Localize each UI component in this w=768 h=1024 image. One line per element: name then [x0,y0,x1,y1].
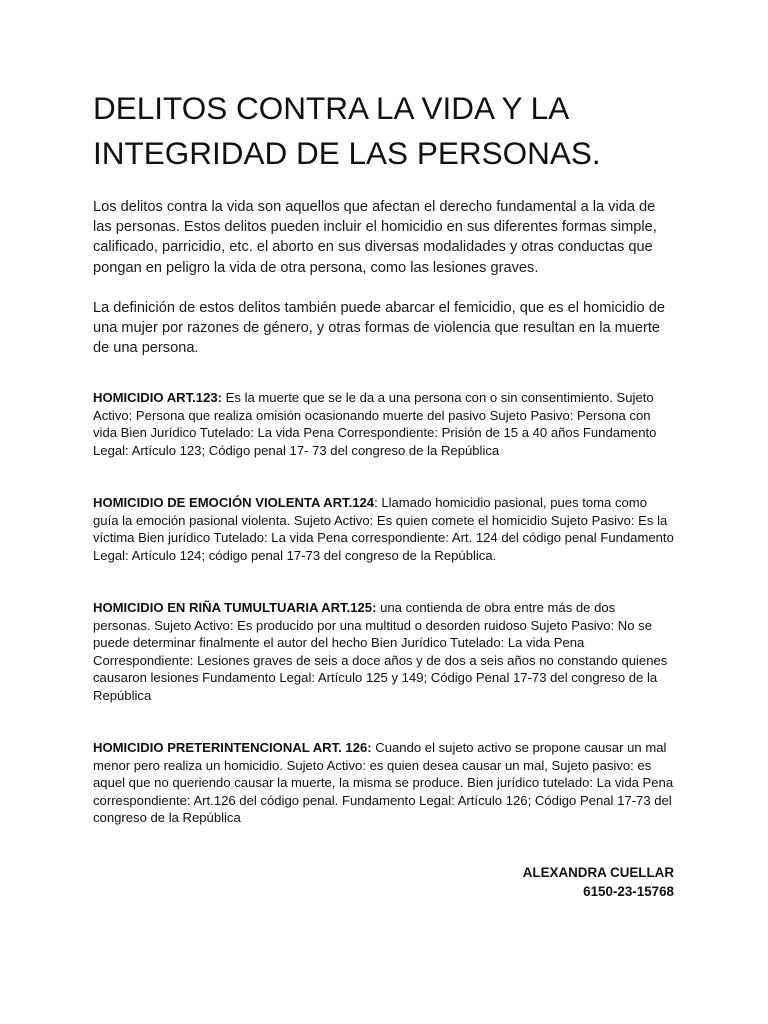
article-heading: HOMICIDIO PRETERINTENCIONAL ART. 126: [93,740,372,756]
intro-paragraph-2: La definición de estos delitos también puede abarcar el femicidio, que es el homicidio de una mujer por razones de género, y otras formas de violencia que resultan en la muerte de una persona. [93,299,665,357]
author-name: ALEXANDRA CUELLAR [522,864,674,880]
article-heading: HOMICIDIO DE EMOCIÓN VIOLENTA ART.124 [93,495,375,511]
signature-block [93,863,674,901]
article-body: : Llamado homicidio pasional, pues toma como guía la emoción pasional violenta. Sujeto Activo: Es quien comete el homicidio Sujeto Pasivo: Es la víctima Bien jurídico Tutelado: La vida Pena correspondiente: Art. 124 del código penal Fundamento Legal: Artículo 124; código penal 17-73 del congreso de la República. [93,495,674,563]
author-id: 6150-23-15768 [583,883,674,899]
article-body: una contienda de obra entre más de dos personas. Sujeto Activo: Es producido por una multitud o desorden ruidoso Sujeto Pasivo: No se puede determinar finalmente el autor del hecho Bien Jurídico Tutelado: La vida Pena Correspondiente: Lesiones graves de seis a doce años y de dos a seis años no constando quienes causaron lesiones Fundamento Legal: Artículo 125 y 149; Código Penal 17-73 del congreso de la República [93,600,668,703]
article-heading: HOMICIDIO ART.123: [93,390,223,406]
article-body: Cuando el sujeto activo se propone causar un mal menor pero realiza un homicidio. Sujeto Activo: es quien desea causar un mal, Sujeto pasivo: es aquel que no queriendo causar la muerte, la misma se produce. Bien jurídico tutelado: La vida Pena correspondiente: Art.126 del código penal. Fundamento Legal: Artículo 126; Código Penal 17-73 del congreso de la República [93,740,674,826]
article-emocion-violenta-124 [93,494,674,564]
intro-paragraph-1: Los delitos contra la vida son aquellos que afectan el derecho fundamental a la vida de las personas. Estos delitos pueden incluir el homicidio en sus diferentes formas simple, calificado, parricidio, etc. el aborto en sus diversas modalidades y otras conductas que pongan en peligro la vida de otra persona, como las lesiones graves. [93,199,657,276]
article-homicidio-123 [93,389,674,459]
intro-section [93,197,674,358]
article-preterintencional-126 [93,739,674,827]
article-heading: HOMICIDIO EN RIÑA TUMULTUARIA ART.125: [93,600,377,616]
document-title: DELITOS CONTRA LA VIDA Y LA INTEGRIDAD DE LAS PERSONAS. [93,90,601,171]
article-body: Es la muerte que se le da a una persona con o sin consentimiento. Sujeto Activo: Persona que realiza omisión ocasionando muerte del pasivo Sujeto Pasivo: Persona con vida Bien Jurídico Tutelado: La vida Pena Correspondiente: Prisión de 15 a 40 años Fundamento Legal: Artículo 123; Código penal 17- 73 del congreso de la República [93,390,657,458]
article-rina-tumultuaria-125 [93,599,674,704]
